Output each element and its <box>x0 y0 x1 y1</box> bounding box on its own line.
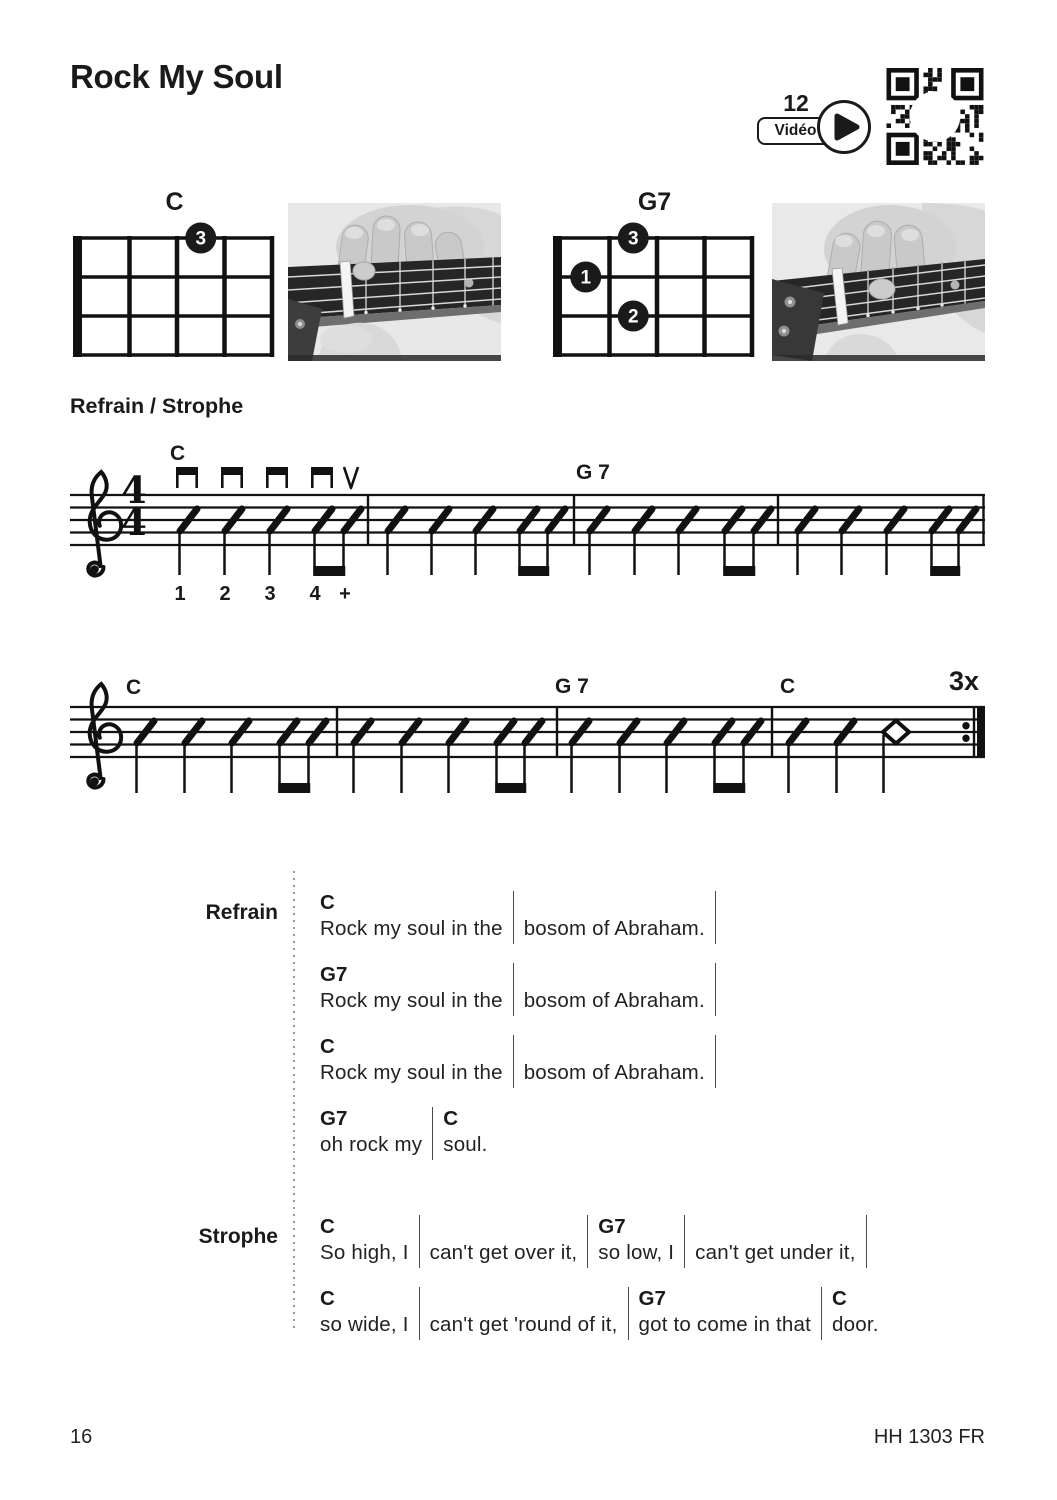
segment-text: can't get 'round of it, <box>429 1313 618 1336</box>
segment-text: oh rock my <box>320 1133 423 1156</box>
segment-chord: G7 <box>598 1215 626 1238</box>
lyric-segment <box>598 1215 685 1268</box>
lyric-segment <box>832 1287 889 1340</box>
segment-chord: C <box>320 891 335 914</box>
segment-chord <box>430 1287 618 1311</box>
segment-text: bosom of Abraham. <box>523 1061 705 1084</box>
chord-g7-name: G7 <box>637 188 672 216</box>
lyric-segment <box>320 1107 433 1160</box>
count-2: 2 <box>219 583 231 605</box>
lyric-line <box>320 891 726 944</box>
segment-chord <box>524 891 705 915</box>
staff-2-notation <box>70 660 985 810</box>
segment-text: Rock my soul in the <box>320 989 503 1012</box>
svg-text:2: 2 <box>627 306 639 328</box>
catalog-number: HH 1303 FR <box>873 1426 985 1448</box>
segment-text: can't get over it, <box>429 1241 578 1264</box>
staff1-chord-c: C <box>170 442 186 465</box>
segment-chord <box>524 963 705 987</box>
segment-chord <box>524 1035 705 1059</box>
svg-text:1: 1 <box>580 267 592 289</box>
count-and: + <box>339 583 351 605</box>
chord-c-diagram <box>73 216 276 381</box>
lyric-segment <box>430 1215 589 1268</box>
lyric-segment <box>430 1287 629 1340</box>
lyric-segment <box>320 891 514 944</box>
play-triangle-icon <box>820 103 868 151</box>
chord-c-name: C <box>165 188 184 216</box>
chord-g7-diagram <box>553 216 756 381</box>
segment-text: bosom of Abraham. <box>523 989 705 1012</box>
lyric-segment <box>320 1287 420 1340</box>
lyric-segment <box>524 1035 716 1088</box>
staff2-chord-c1: C <box>126 676 142 699</box>
segment-text: bosom of Abraham. <box>523 917 705 940</box>
section-label: Refrain <box>205 901 278 924</box>
segment-text: so low, I <box>598 1241 675 1264</box>
lyric-segment <box>320 1035 514 1088</box>
lyric-line <box>320 1215 899 1268</box>
segment-chord: C <box>832 1287 847 1310</box>
lyric-segment <box>443 1107 497 1160</box>
lyric-line <box>320 1035 726 1088</box>
staff1-chord-g7: G 7 <box>576 461 610 484</box>
count-3: 3 <box>264 583 276 605</box>
segment-chord: C <box>320 1035 335 1058</box>
rhythm-staff-1 <box>70 430 985 615</box>
staff2-chord-g7: G 7 <box>555 675 589 698</box>
page-title: Rock My Soul <box>70 58 283 95</box>
segment-chord <box>695 1215 855 1239</box>
repeat-3x-label: 3x <box>948 666 980 696</box>
section-label: Strophe <box>198 1225 278 1248</box>
time-signature-bottom: 4 <box>121 500 147 544</box>
staff2-chord-c2: C <box>780 675 796 698</box>
svg-text:3: 3 <box>195 228 207 250</box>
count-1: 1 <box>174 583 186 605</box>
lyric-line <box>320 963 726 1016</box>
segment-text: door. <box>832 1313 879 1336</box>
lyrics-block <box>72 891 985 1395</box>
segment-chord: C <box>320 1287 335 1310</box>
segment-text: So high, I <box>320 1241 409 1264</box>
segment-text: Rock my soul in the <box>320 1061 503 1084</box>
lyric-line <box>320 1107 726 1160</box>
svg-text:3: 3 <box>627 228 639 250</box>
lyric-segment <box>524 891 716 944</box>
segment-text: so wide, I <box>320 1313 409 1336</box>
staff-1-notation <box>70 430 985 615</box>
segment-text: got to come in that <box>638 1313 812 1336</box>
video-number: 12 <box>783 90 809 116</box>
segment-chord: G7 <box>320 963 348 986</box>
segment-chord: G7 <box>320 1107 348 1130</box>
lyric-segment <box>695 1215 866 1268</box>
segment-chord: G7 <box>638 1287 666 1310</box>
lyrics-divider-dotted-line <box>293 871 295 1333</box>
segment-chord: C <box>320 1215 335 1238</box>
lyric-segment <box>639 1287 822 1340</box>
play-button-icon <box>817 100 871 154</box>
page-number: 16 <box>70 1426 93 1448</box>
lyric-segment <box>320 1215 420 1268</box>
lyrics-section-strophe <box>72 1215 985 1359</box>
time-signature-top: 4 <box>121 468 147 512</box>
lyric-line <box>320 1287 899 1340</box>
count-4: 4 <box>309 583 321 605</box>
section-heading: Refrain / Strophe <box>70 394 244 418</box>
video-label: Vidéo <box>774 122 817 139</box>
segment-chord <box>430 1215 578 1239</box>
rhythm-staff-2 <box>70 660 985 810</box>
segment-text: Rock my soul in the <box>320 917 503 940</box>
chord-photo-g7 <box>772 203 985 361</box>
lyric-segment <box>524 963 716 1016</box>
lyrics-section-refrain <box>72 891 985 1179</box>
qr-code <box>885 68 985 165</box>
segment-text: soul. <box>443 1133 488 1156</box>
segment-text: can't get under it, <box>695 1241 856 1264</box>
segment-chord: C <box>443 1107 459 1130</box>
chord-photo-c <box>288 203 501 361</box>
lyric-segment <box>320 963 514 1016</box>
